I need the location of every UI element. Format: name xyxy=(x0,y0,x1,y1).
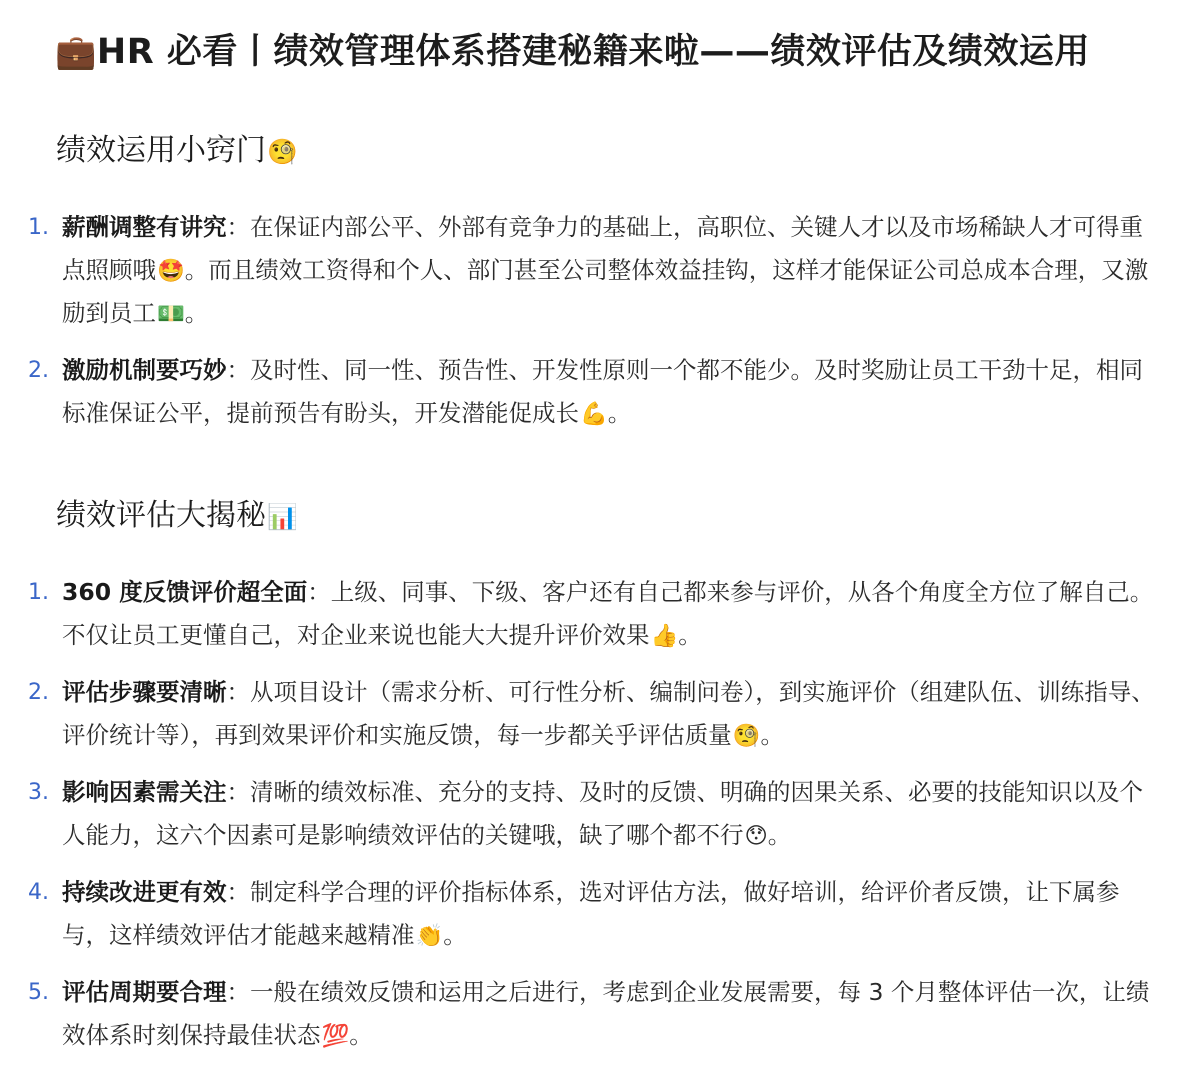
item-tail: 。 xyxy=(678,621,702,649)
list-number: 2. xyxy=(28,358,49,383)
item-tail: 。 xyxy=(767,821,792,849)
list-item xyxy=(28,971,1159,1057)
page-title-text: HR 必看丨绩效管理体系搭建秘籍来啦——绩效评估及绩效运用 xyxy=(96,32,1090,72)
bar-chart-icon: 📊 xyxy=(267,502,298,531)
item-separator: ： xyxy=(226,213,250,241)
item-text: 上级、同事、下级、客户还有自己都来参与评价，从各个角度全方位了解自己。不仅让员工更懂自己，对企业来说也能大大提升评价效果 xyxy=(62,578,1154,649)
item-separator: ： xyxy=(226,878,250,906)
section-heading-text: 绩效运用小窍门 xyxy=(56,133,266,168)
item-separator: ： xyxy=(226,978,250,1006)
list-number: 2. xyxy=(28,680,49,705)
item-text: 清晰的绩效标准、充分的支持、及时的反馈、明确的因果关系、必要的技能知识以及个人能力，这六个因素可是影响绩效评估的关键哦，缺了哪个都不行 xyxy=(62,778,1143,849)
item-tail: 。 xyxy=(607,399,632,427)
briefcase-icon: 💼 xyxy=(55,32,97,71)
evaluation-list xyxy=(28,571,1159,1057)
list-item xyxy=(28,571,1159,657)
item-text: 一般在绩效反馈和运用之后进行，考虑到企业发展需要，每 3 个月整体评估一次，让绩效体系时刻保持最佳状态 xyxy=(62,978,1150,1049)
monocle-face-icon: 🧐 xyxy=(732,723,761,749)
item-lead: 评估步骤要清晰 xyxy=(62,678,227,706)
list-number: 1. xyxy=(28,215,49,240)
list-number: 5. xyxy=(28,980,49,1005)
list-item xyxy=(28,871,1159,957)
list-item xyxy=(28,771,1159,857)
item-tail: 。 xyxy=(184,299,209,327)
clapping-hands-icon: 👏 xyxy=(415,923,444,949)
item-separator: ： xyxy=(226,778,250,806)
list-number: 3. xyxy=(28,780,49,805)
section-heading xyxy=(28,495,1159,537)
item-separator: ： xyxy=(226,356,250,384)
thumbs-up-icon: 👍 xyxy=(650,623,679,649)
dollar-banknote-icon: 💵 xyxy=(157,301,185,327)
item-tail: 。 xyxy=(760,721,785,749)
item-tail: 。 xyxy=(443,921,467,949)
section-performance-usage xyxy=(28,130,1159,435)
item-lead: 持续改进更有效 xyxy=(62,878,227,906)
hushed-face-icon: 😯 xyxy=(744,823,768,849)
item-lead: 薪酬调整有讲究 xyxy=(62,213,227,241)
item-lead: 影响因素需关注 xyxy=(62,778,227,806)
item-lead: 评估周期要合理 xyxy=(62,978,227,1006)
list-item xyxy=(28,349,1159,435)
item-text: 制定科学合理的评价指标体系，选对评估方法，做好培训，给评价者反馈，让下属参与，这样绩效评估才能越来越精准 xyxy=(62,878,1120,949)
list-number: 4. xyxy=(28,880,49,905)
item-lead: 激励机制要巧妙 xyxy=(62,356,227,384)
item-text: 从项目设计（需求分析、可行性分析、编制问卷），到实施评价（组建队伍、训练指导、评价统计等），再到效果评价和实施反馈，每一步都关乎评估质量 xyxy=(62,678,1155,749)
item-lead: 360 度反馈评价超全面 xyxy=(62,578,308,606)
hundred-points-icon: 💯 xyxy=(321,1023,350,1049)
monocle-face-icon: 🧐 xyxy=(267,137,298,166)
item-text: 在保证内部公平、外部有竞争力的基础上，高职位、关键人才以及市场稀缺人才可得重点照顾哦 xyxy=(62,213,1143,284)
list-item xyxy=(28,671,1159,757)
list-item xyxy=(28,206,1159,335)
item-tail: 。 xyxy=(349,1021,373,1049)
item-separator: ： xyxy=(226,678,250,706)
star-struck-icon: 🤩 xyxy=(157,258,185,284)
item-text-continued: 。而且绩效工资得和个人、部门甚至公司整体效益挂钩，这样才能保证公司总成本合理，又激励到员工 xyxy=(62,256,1149,327)
list-number: 1. xyxy=(28,580,49,605)
section-performance-evaluation xyxy=(28,495,1159,1057)
page-title xyxy=(28,28,1159,76)
flexed-biceps-icon: 💪 xyxy=(580,401,608,427)
section-heading-text: 绩效评估大揭秘 xyxy=(56,498,266,533)
tips-list xyxy=(28,206,1159,435)
item-separator: ： xyxy=(307,578,331,606)
item-text: 及时性、同一性、预告性、开发性原则一个都不能少。及时奖励让员工干劲十足，相同标准保证公平，提前预告有盼头，开发潜能促成长 xyxy=(62,356,1143,427)
section-heading xyxy=(28,130,1159,172)
